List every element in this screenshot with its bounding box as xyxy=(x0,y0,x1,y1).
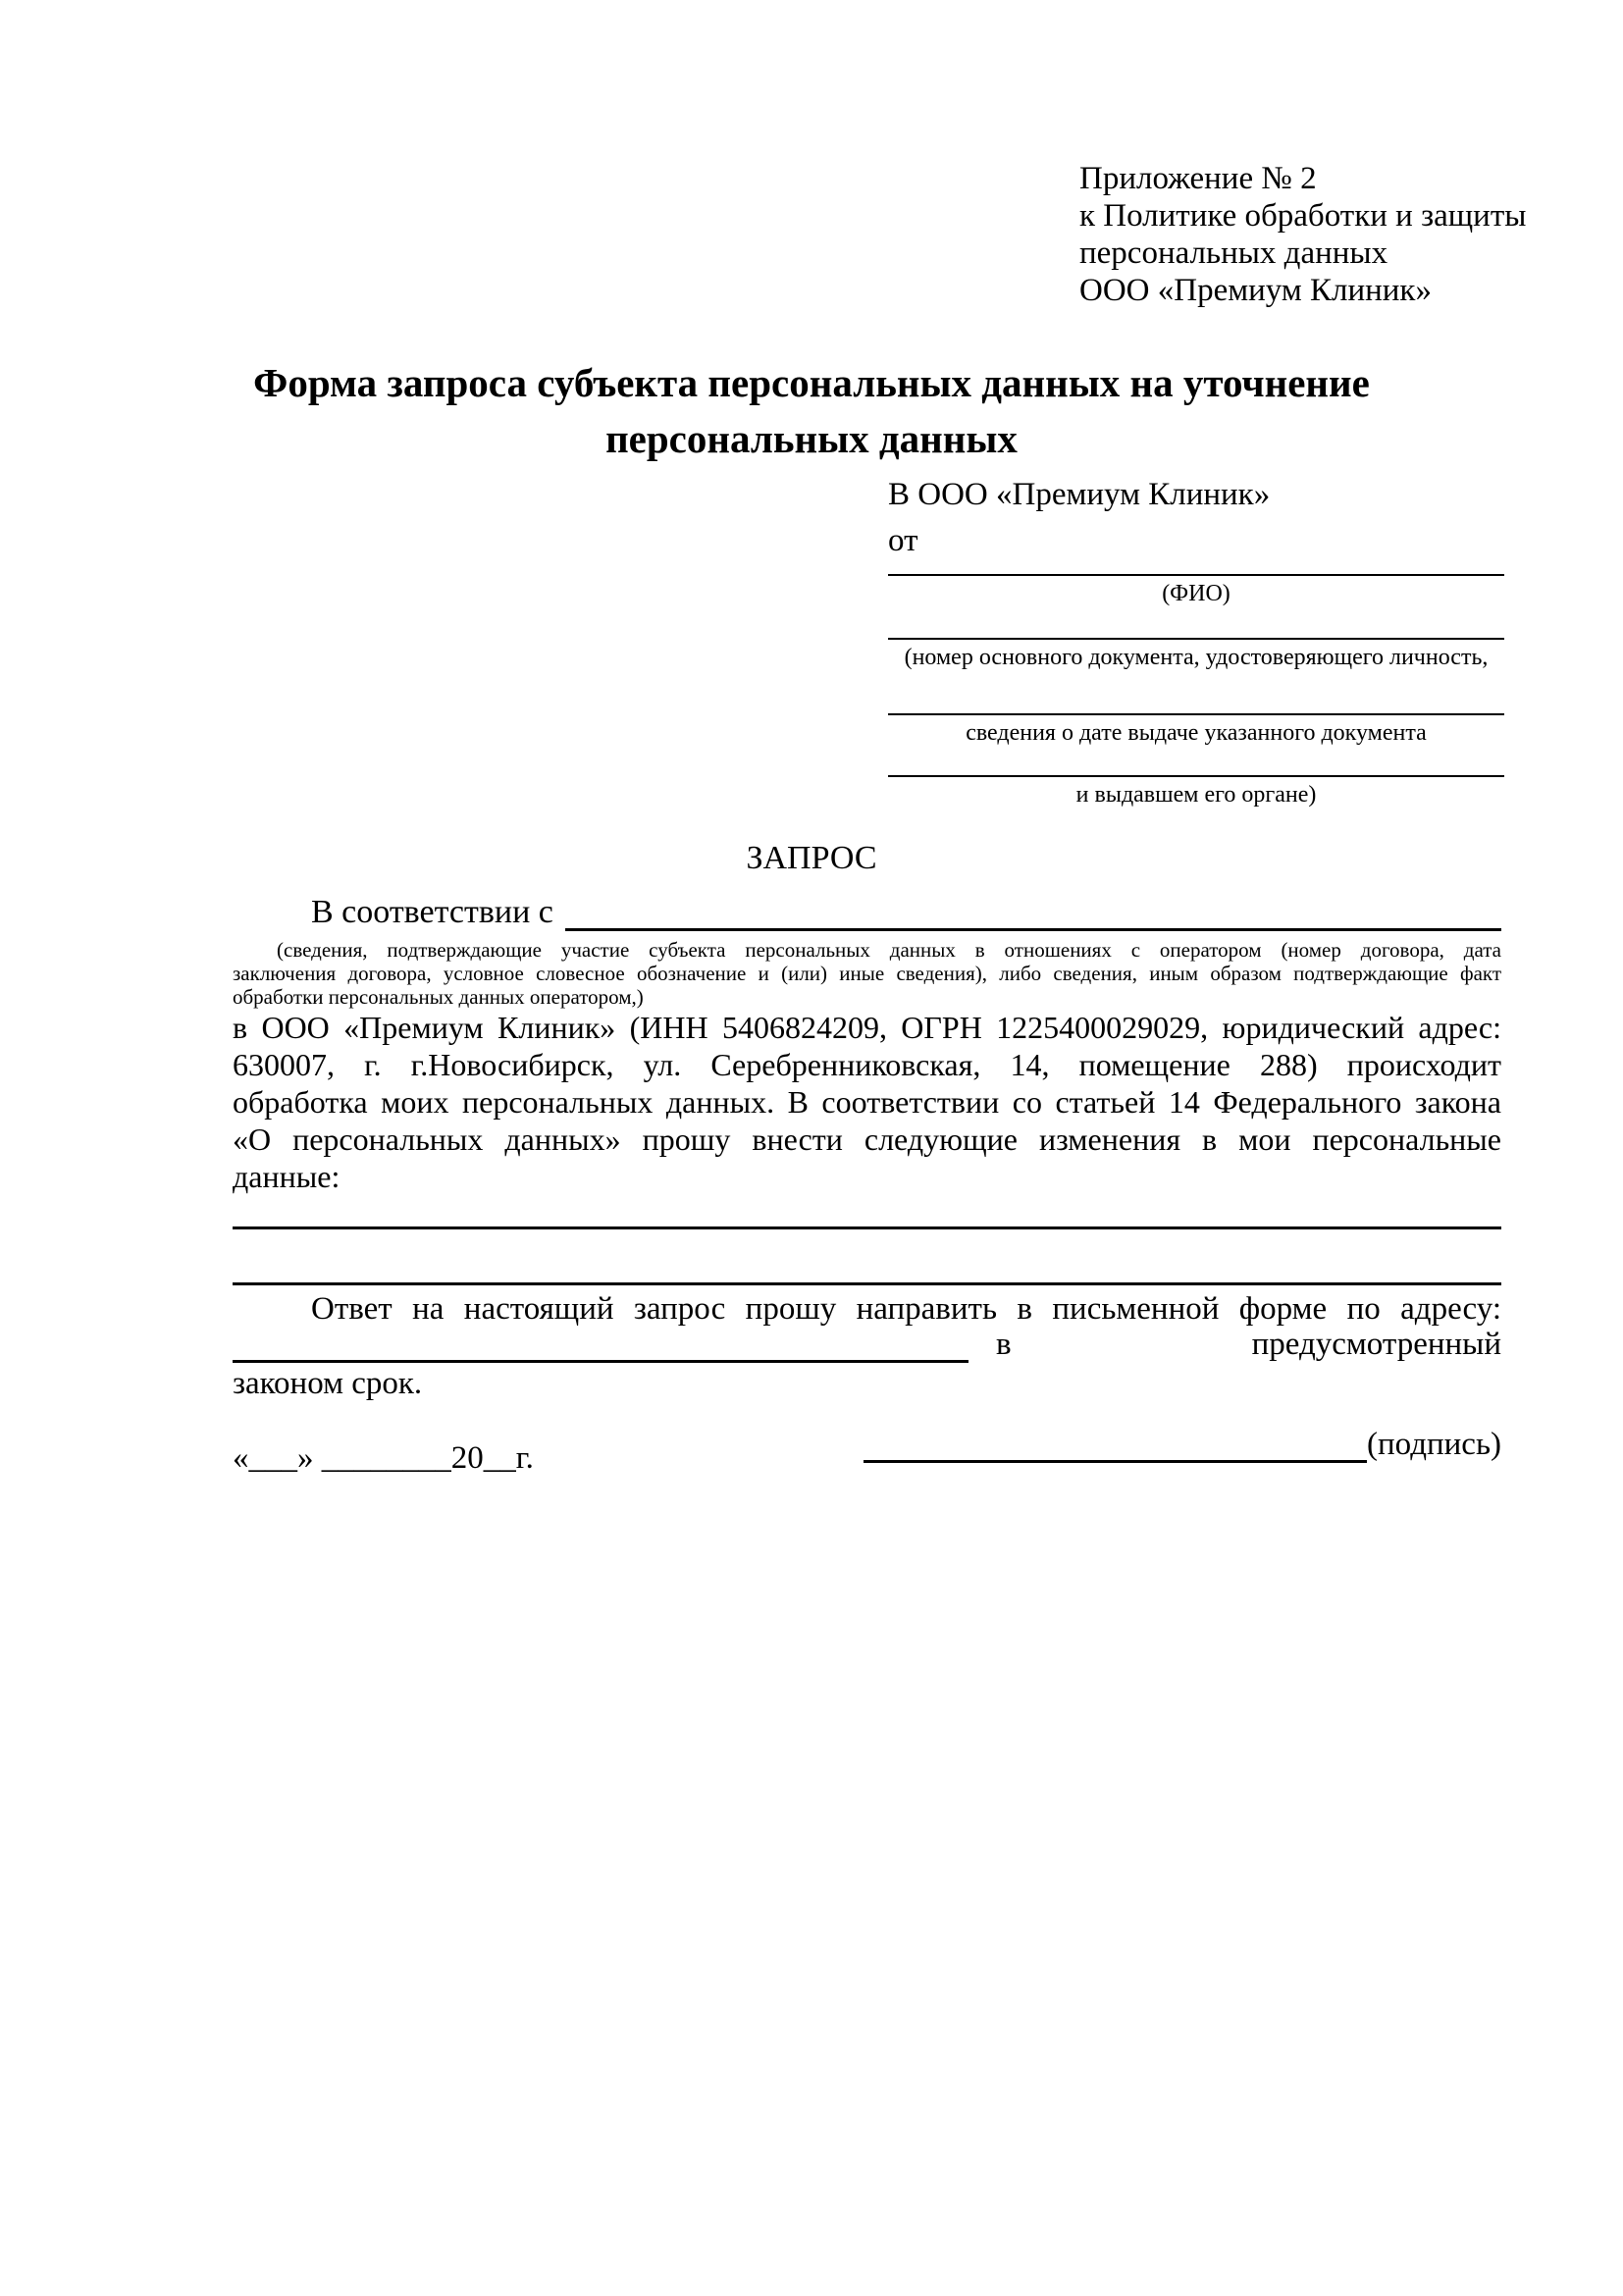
signature-row xyxy=(864,1421,1501,1463)
issue-date-blank-field xyxy=(888,713,1504,748)
appendix-note xyxy=(1079,160,1526,309)
document-title-line-1: Форма запроса субъекта персональных данных на уточнение xyxy=(253,360,1370,405)
footnote-line-2: заключения договора, условное словесное обозначение и (или) иные сведения), либо сведения, иным образом подтверждающие факт xyxy=(233,962,1501,985)
request-intro-text: В соответствии с xyxy=(311,894,553,930)
reply-address-row xyxy=(233,1325,1501,1363)
addressee-from-label: от xyxy=(888,523,918,558)
date-placeholder: «___» ________20__г. xyxy=(233,1440,534,1476)
signature-label: (подпись) xyxy=(1367,1427,1501,1462)
fio-blank-field xyxy=(888,574,1504,608)
request-intro-row xyxy=(233,893,1501,931)
address-blank-line xyxy=(233,1325,969,1363)
footnote-line-3: обработки персональных данных оператором,) xyxy=(233,985,644,1009)
reply-word-v: в xyxy=(996,1327,1012,1362)
appendix-note-line-4: ООО «Премиум Клиник» xyxy=(1079,273,1432,308)
signature-blank-line xyxy=(864,1421,1367,1463)
body-line-3: обработка моих персональных данных. В соответствии со статьей 14 Федерального закона xyxy=(233,1084,1501,1120)
document-number-field-label: (номер основного документа, удостоверяющего личность, xyxy=(904,645,1489,670)
appendix-note-line-1: Приложение № 2 xyxy=(1079,161,1317,196)
body-line-5: данные: xyxy=(233,1159,340,1194)
issuing-authority-blank-field xyxy=(888,775,1504,809)
document-title-line-2: персональных данных xyxy=(605,416,1018,461)
changes-blank-line-2 xyxy=(233,1282,1501,1285)
request-body-paragraph xyxy=(233,1009,1501,1195)
reply-word-predusmotrenny: предусмотренный xyxy=(1251,1327,1501,1362)
request-heading: ЗАПРОС xyxy=(746,840,877,876)
reply-address-sentence: Ответ на настоящий запрос прошу направить в письменной форме по адресу: xyxy=(311,1291,1501,1327)
footnote-paragraph xyxy=(233,938,1501,1009)
appendix-note-line-3: персональных данных xyxy=(1079,235,1388,271)
addressee-organization: В ООО «Премиум Клиник» xyxy=(888,477,1271,512)
body-line-4: «О персональных данных» прошу внести следующие изменения в мои персональные xyxy=(233,1122,1501,1157)
issue-date-field-label: сведения о дате выдаче указанного документа xyxy=(966,720,1427,746)
basis-blank-line xyxy=(565,893,1501,931)
reply-term-text: законом срок. xyxy=(233,1366,423,1401)
appendix-note-line-2: к Политике обработки и защиты xyxy=(1079,198,1527,234)
body-line-2: 630007, г. г.Новосибирск, ул. Серебренниковская, 14, помещение 288) происходит xyxy=(233,1047,1501,1082)
document-number-blank-field xyxy=(888,638,1504,672)
issuing-authority-field-label: и выдавшем его органе) xyxy=(1075,782,1317,808)
footnote-line-1: (сведения, подтверждающие участие субъекта персональных данных в отношениях с оператором (номер договора, дата xyxy=(277,938,1501,962)
body-line-1: в ООО «Премиум Клиник» (ИНН 5406824209, ОГРН 1225400029029, юридический адрес: xyxy=(233,1010,1501,1045)
changes-blank-line-1 xyxy=(233,1226,1501,1229)
document-title xyxy=(0,355,1623,467)
fio-field-label: (ФИО) xyxy=(1162,581,1230,606)
